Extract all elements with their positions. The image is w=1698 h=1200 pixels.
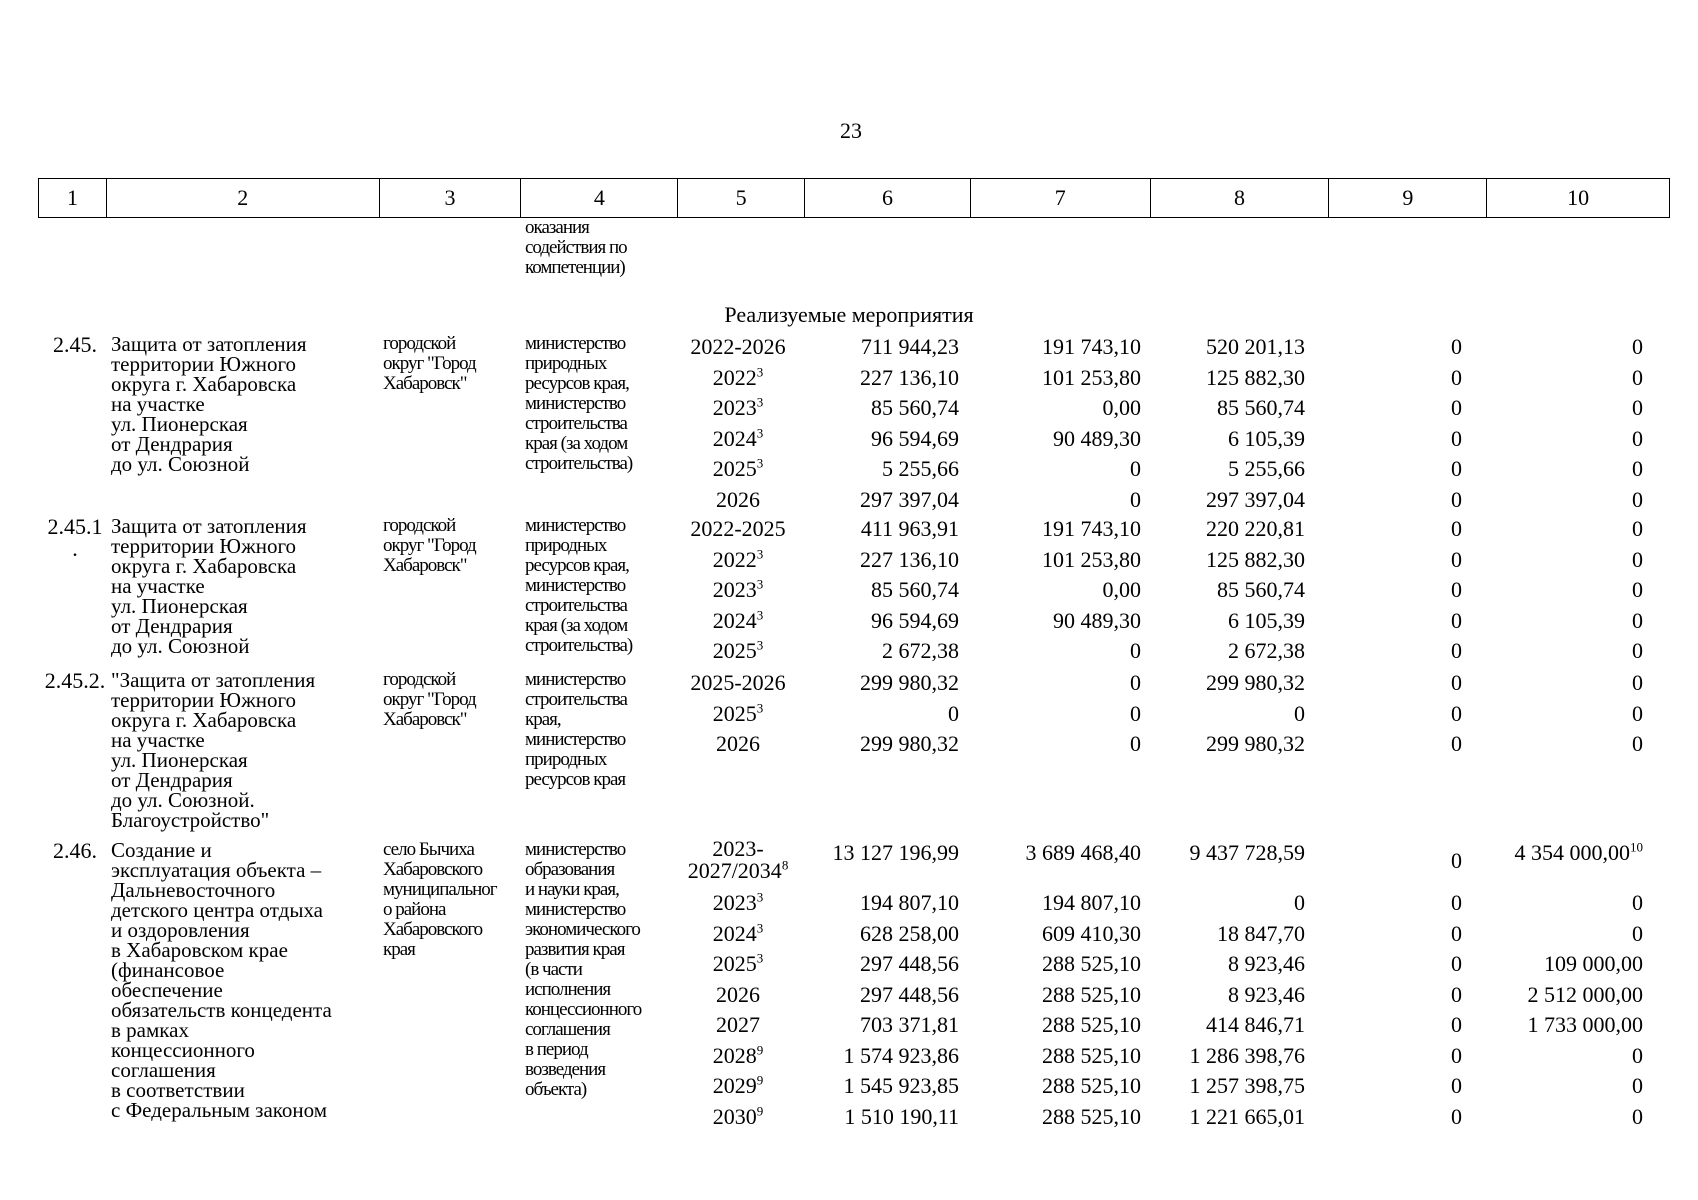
row-number: 2.45.2. — [44, 668, 106, 693]
regional-value: 8 923,46 — [1228, 981, 1305, 1007]
other-value — [1632, 365, 1643, 391]
municipal-value: 0 — [1451, 638, 1462, 663]
year-cell — [673, 545, 803, 575]
other-value-text: 4 354 000,00 — [1514, 840, 1630, 865]
year-value: 2026 — [716, 981, 760, 1007]
regional-value: 0 — [1294, 700, 1305, 726]
municipal-value: 0 — [1451, 890, 1462, 915]
year-cell — [673, 363, 803, 393]
other-value-text: 0 — [1632, 395, 1643, 420]
header-col-5: 5 — [678, 179, 805, 217]
total-value: 0 — [948, 700, 959, 726]
year-value: 2025 — [712, 456, 757, 481]
regional-value: 18 847,70 — [1217, 920, 1305, 946]
other-value — [1632, 516, 1643, 542]
location: село Бычиха Хабаровского муниципальног о района Хабаровского края — [383, 839, 497, 960]
other-value-text: 0 — [1632, 546, 1643, 572]
measure-name: "Защита от затопления территории Южного округа г. Хабаровска на участке ул. Пионерская от Дендрария до ул. Союзной. Благоустройство" — [111, 668, 316, 832]
regional-value: 5 255,66 — [1228, 456, 1305, 481]
regional-value: 85 560,74 — [1217, 395, 1305, 420]
other-value-text: 0 — [1632, 670, 1643, 695]
year-value: 2025 — [712, 700, 757, 726]
footnote-mark: 3 — [756, 364, 764, 380]
regional-value: 9 437 728,59 — [1189, 840, 1305, 865]
federal-value: 3 689 468,40 — [1025, 840, 1141, 865]
year-cell — [673, 1041, 803, 1071]
header-col-9: 9 — [1329, 179, 1487, 217]
total-value: 227 136,10 — [860, 546, 959, 572]
year-cell — [673, 668, 803, 698]
executor: министерство образования и науки края, министерство экономического развития края (в части исполнения концессионного соглашения в период возведения объекта) — [525, 839, 642, 1100]
municipal-value: 0 — [1451, 577, 1462, 602]
executor-continuation: оказания содействия по компетенции) — [525, 217, 627, 278]
other-value-text: 0 — [1632, 638, 1643, 663]
footnote-mark: 9 — [756, 1042, 764, 1058]
total-value: 297 448,56 — [860, 951, 959, 976]
other-value — [1632, 577, 1643, 603]
year-cell — [673, 575, 803, 605]
total-value: 1 574 923,86 — [843, 1042, 959, 1068]
federal-value: 288 525,10 — [1042, 1073, 1141, 1098]
regional-value: 1 286 398,76 — [1189, 1042, 1305, 1068]
other-value — [1632, 1043, 1643, 1069]
other-value-text: 0 — [1632, 516, 1643, 541]
footnote-mark: 3 — [756, 700, 764, 716]
total-value: 299 980,32 — [860, 731, 959, 756]
year-cell — [673, 636, 803, 666]
year-cell — [673, 514, 803, 544]
year-value: 2022-2025 — [690, 516, 786, 541]
measure-name: Защита от затопления территории Южного округа г. Хабаровска на участке ул. Пионерская от Дендрария до ул. Союзной — [111, 332, 307, 476]
municipal-value: 0 — [1451, 425, 1462, 451]
federal-value: 609 410,30 — [1042, 920, 1141, 946]
other-value-text: 0 — [1632, 607, 1643, 633]
other-value — [1632, 731, 1643, 757]
federal-value: 288 525,10 — [1042, 1012, 1141, 1037]
other-value-text: 0 — [1632, 364, 1643, 390]
total-value: 297 448,56 — [860, 981, 959, 1007]
regional-value: 0 — [1294, 890, 1305, 915]
other-value — [1528, 1012, 1644, 1038]
other-value — [1632, 608, 1643, 634]
year-value: 2025 — [712, 638, 757, 663]
other-value — [1632, 890, 1643, 916]
total-value: 13 127 196,99 — [832, 840, 959, 865]
footnote-mark: 3 — [756, 889, 764, 905]
footnote-mark: 9 — [756, 1103, 764, 1119]
municipal-value: 0 — [1451, 920, 1462, 946]
total-value: 628 258,00 — [860, 920, 959, 946]
other-value — [1632, 1104, 1643, 1130]
year-value: 2024 — [712, 920, 757, 946]
federal-value: 191 743,10 — [1042, 334, 1141, 359]
total-value: 227 136,10 — [860, 364, 959, 390]
municipal-value: 0 — [1451, 546, 1462, 572]
federal-value: 288 525,10 — [1042, 981, 1141, 1007]
table-header — [38, 178, 1670, 218]
other-value — [1632, 426, 1643, 452]
regional-value: 297 397,04 — [1206, 486, 1305, 512]
year-value: 2027 — [716, 1012, 760, 1037]
header-col-6: 6 — [805, 179, 971, 217]
total-value: 1 545 923,85 — [843, 1073, 959, 1098]
regional-value: 8 923,46 — [1228, 951, 1305, 976]
federal-value: 90 489,30 — [1053, 607, 1141, 633]
footnote-mark: 8 — [781, 857, 789, 873]
other-value — [1632, 456, 1643, 482]
federal-value: 101 253,80 — [1042, 364, 1141, 390]
other-value-text: 0 — [1632, 890, 1643, 915]
year-value: 2023- 2027/2034 — [687, 836, 782, 883]
year-cell — [673, 729, 803, 759]
header-col-3: 3 — [380, 179, 522, 217]
year-cell — [673, 454, 803, 484]
year-value: 2030 — [712, 1103, 757, 1129]
footnote-mark: 3 — [756, 455, 764, 471]
location: городской округ "Город Хабаровск" — [383, 669, 476, 730]
other-value — [1632, 701, 1643, 727]
year-value: 2022 — [712, 546, 757, 572]
municipal-value: 0 — [1451, 607, 1462, 633]
year-cell — [673, 919, 803, 949]
federal-value: 194 807,10 — [1042, 890, 1141, 915]
year-value: 2025-2026 — [690, 670, 786, 695]
year-value: 2024 — [712, 607, 757, 633]
other-value — [1632, 334, 1643, 360]
total-value: 85 560,74 — [871, 395, 959, 420]
federal-value: 0 — [1130, 731, 1141, 756]
year-cell — [673, 332, 803, 362]
federal-value: 0 — [1130, 670, 1141, 695]
municipal-value: 0 — [1451, 1103, 1462, 1129]
municipal-value: 0 — [1451, 395, 1462, 420]
header-col-1: 1 — [39, 179, 107, 217]
other-value — [1632, 1073, 1643, 1099]
federal-value: 0,00 — [1102, 395, 1141, 420]
year-value: 2026 — [716, 731, 760, 756]
federal-value: 288 525,10 — [1042, 951, 1141, 976]
regional-value: 6 105,39 — [1228, 425, 1305, 451]
other-value-text: 0 — [1632, 577, 1643, 602]
regional-value: 299 980,32 — [1206, 670, 1305, 695]
other-value-text: 0 — [1632, 1042, 1643, 1068]
footnote-mark: 3 — [756, 394, 764, 410]
municipal-value: 0 — [1451, 951, 1462, 976]
year-value: 2028 — [712, 1042, 757, 1068]
total-value: 2 672,38 — [882, 638, 959, 663]
other-value — [1528, 982, 1644, 1008]
year-cell — [673, 393, 803, 423]
federal-value: 90 489,30 — [1053, 425, 1141, 451]
footnote-mark: 10 — [1630, 839, 1643, 855]
executor: министерство природных ресурсов края, министерство строительства края (за ходом строительства) — [525, 515, 633, 656]
municipal-value: 0 — [1451, 981, 1462, 1007]
year-value: 2026 — [716, 486, 760, 512]
year-value: 2022-2026 — [690, 334, 786, 359]
section-title: Реализуемые мероприятия — [724, 302, 974, 327]
row-number: 2.45.1 . — [47, 514, 103, 561]
total-value: 85 560,74 — [871, 577, 959, 602]
other-value — [1632, 638, 1643, 664]
year-cell — [673, 838, 803, 882]
year-cell — [673, 888, 803, 918]
year-cell — [673, 1010, 803, 1040]
other-value — [1632, 670, 1643, 696]
total-value: 711 944,23 — [860, 334, 959, 359]
other-value-text: 0 — [1632, 700, 1643, 726]
municipal-value: 0 — [1451, 364, 1462, 390]
year-cell — [673, 1071, 803, 1101]
regional-value: 6 105,39 — [1228, 607, 1305, 633]
regional-value: 414 846,71 — [1206, 1012, 1305, 1037]
footnote-mark: 3 — [756, 607, 764, 623]
footnote-mark: 3 — [756, 425, 764, 441]
other-value — [1632, 395, 1643, 421]
total-value: 1 510 190,11 — [844, 1103, 959, 1129]
regional-value: 1 257 398,75 — [1189, 1073, 1305, 1098]
other-value-text: 0 — [1632, 486, 1643, 512]
year-cell — [673, 424, 803, 454]
municipal-value: 0 — [1451, 486, 1462, 512]
municipal-value: 0 — [1451, 670, 1462, 695]
executor: министерство природных ресурсов края, министерство строительства края (за ходом строительства) — [525, 333, 633, 474]
other-value — [1632, 547, 1643, 573]
regional-value: 1 221 665,01 — [1189, 1103, 1305, 1129]
header-col-2: 2 — [107, 179, 380, 217]
measure-name: Защита от затопления территории Южного округа г. Хабаровска на участке ул. Пионерская от Дендрария до ул. Союзной — [111, 514, 307, 658]
federal-value: 288 525,10 — [1042, 1103, 1141, 1129]
total-value: 5 255,66 — [882, 456, 959, 481]
regional-value: 299 980,32 — [1206, 731, 1305, 756]
year-cell — [673, 980, 803, 1010]
executor: министерство строительства края, министерство природных ресурсов края — [525, 669, 627, 790]
footnote-mark: 3 — [756, 576, 764, 592]
municipal-value: 0 — [1451, 516, 1462, 541]
federal-value: 0 — [1130, 456, 1141, 481]
federal-value: 0,00 — [1102, 577, 1141, 602]
other-value-text: 109 000,00 — [1544, 951, 1643, 976]
federal-value: 191 743,10 — [1042, 516, 1141, 541]
regional-value: 2 672,38 — [1228, 638, 1305, 663]
municipal-value: 0 — [1451, 700, 1462, 726]
footnote-mark: 3 — [756, 637, 764, 653]
total-value: 96 594,69 — [871, 425, 959, 451]
year-cell — [673, 485, 803, 515]
footnote-mark: 9 — [756, 1072, 764, 1088]
year-value: 2025 — [712, 951, 757, 976]
header-col-7: 7 — [971, 179, 1151, 217]
other-value-text: 0 — [1632, 425, 1643, 451]
year-cell — [673, 606, 803, 636]
row-number: 2.46. — [53, 838, 97, 863]
measure-name: Создание и эксплуатация объекта – Дальневосточного детского центра отдыха и оздоровления в Хабаровском крае (финансовое обеспечение обязательств концедента в рамках концессионного соглашения в соответствии с Федеральным законом — [111, 838, 332, 1122]
regional-value: 520 201,13 — [1206, 334, 1305, 359]
row-number: 2.45. — [53, 332, 97, 357]
other-value-text: 2 512 000,00 — [1527, 981, 1643, 1007]
federal-value: 101 253,80 — [1042, 546, 1141, 572]
municipal-value: 0 — [1451, 1012, 1462, 1037]
footnote-mark: 3 — [756, 950, 764, 966]
total-value: 96 594,69 — [871, 607, 959, 633]
year-value: 2023 — [712, 395, 757, 420]
other-value-text: 0 — [1632, 334, 1643, 359]
year-value: 2022 — [712, 364, 757, 390]
total-value: 703 371,81 — [860, 1012, 959, 1037]
other-value-text: 0 — [1632, 1073, 1643, 1098]
municipal-value: 0 — [1451, 731, 1462, 756]
year-cell — [673, 1102, 803, 1132]
other-value-text: 0 — [1632, 920, 1643, 946]
municipal-value: 0 — [1451, 456, 1462, 481]
municipal-value: 0 — [1451, 848, 1462, 873]
year-cell — [673, 699, 803, 729]
total-value: 297 397,04 — [860, 486, 959, 512]
other-value-text: 0 — [1632, 731, 1643, 756]
other-value — [1544, 951, 1643, 977]
location: городской округ "Город Хабаровск" — [383, 515, 476, 576]
page-number: 23 — [840, 118, 862, 143]
regional-value: 85 560,74 — [1217, 577, 1305, 602]
regional-value: 125 882,30 — [1206, 364, 1305, 390]
header-col-10: 10 — [1567, 185, 1590, 210]
year-cell — [673, 949, 803, 979]
federal-value: 0 — [1130, 486, 1141, 512]
footnote-mark: 3 — [756, 920, 764, 936]
regional-value: 220 220,81 — [1206, 516, 1305, 541]
federal-value: 0 — [1130, 700, 1141, 726]
year-value: 2023 — [712, 890, 757, 915]
total-value: 299 980,32 — [860, 670, 959, 695]
year-value: 2023 — [712, 577, 757, 602]
other-value-text: 0 — [1632, 456, 1643, 481]
total-value: 194 807,10 — [860, 890, 959, 915]
other-value — [1632, 487, 1643, 513]
footnote-mark: 3 — [756, 546, 764, 562]
regional-value: 125 882,30 — [1206, 546, 1305, 572]
federal-value: 0 — [1130, 638, 1141, 663]
municipal-value: 0 — [1451, 1073, 1462, 1098]
federal-value: 288 525,10 — [1042, 1042, 1141, 1068]
total-value: 411 963,91 — [860, 516, 959, 541]
municipal-value: 0 — [1451, 1042, 1462, 1068]
year-value: 2024 — [712, 425, 757, 451]
location: городской округ "Город Хабаровск" — [383, 333, 476, 394]
other-value-text: 1 733 000,00 — [1527, 1012, 1643, 1037]
header-col-4: 4 — [521, 179, 678, 217]
other-value — [1515, 840, 1644, 866]
header-col-8: 8 — [1151, 179, 1330, 217]
year-value: 2029 — [712, 1073, 757, 1098]
municipal-value: 0 — [1451, 334, 1462, 359]
other-value — [1632, 921, 1643, 947]
other-value-text: 0 — [1632, 1103, 1643, 1129]
